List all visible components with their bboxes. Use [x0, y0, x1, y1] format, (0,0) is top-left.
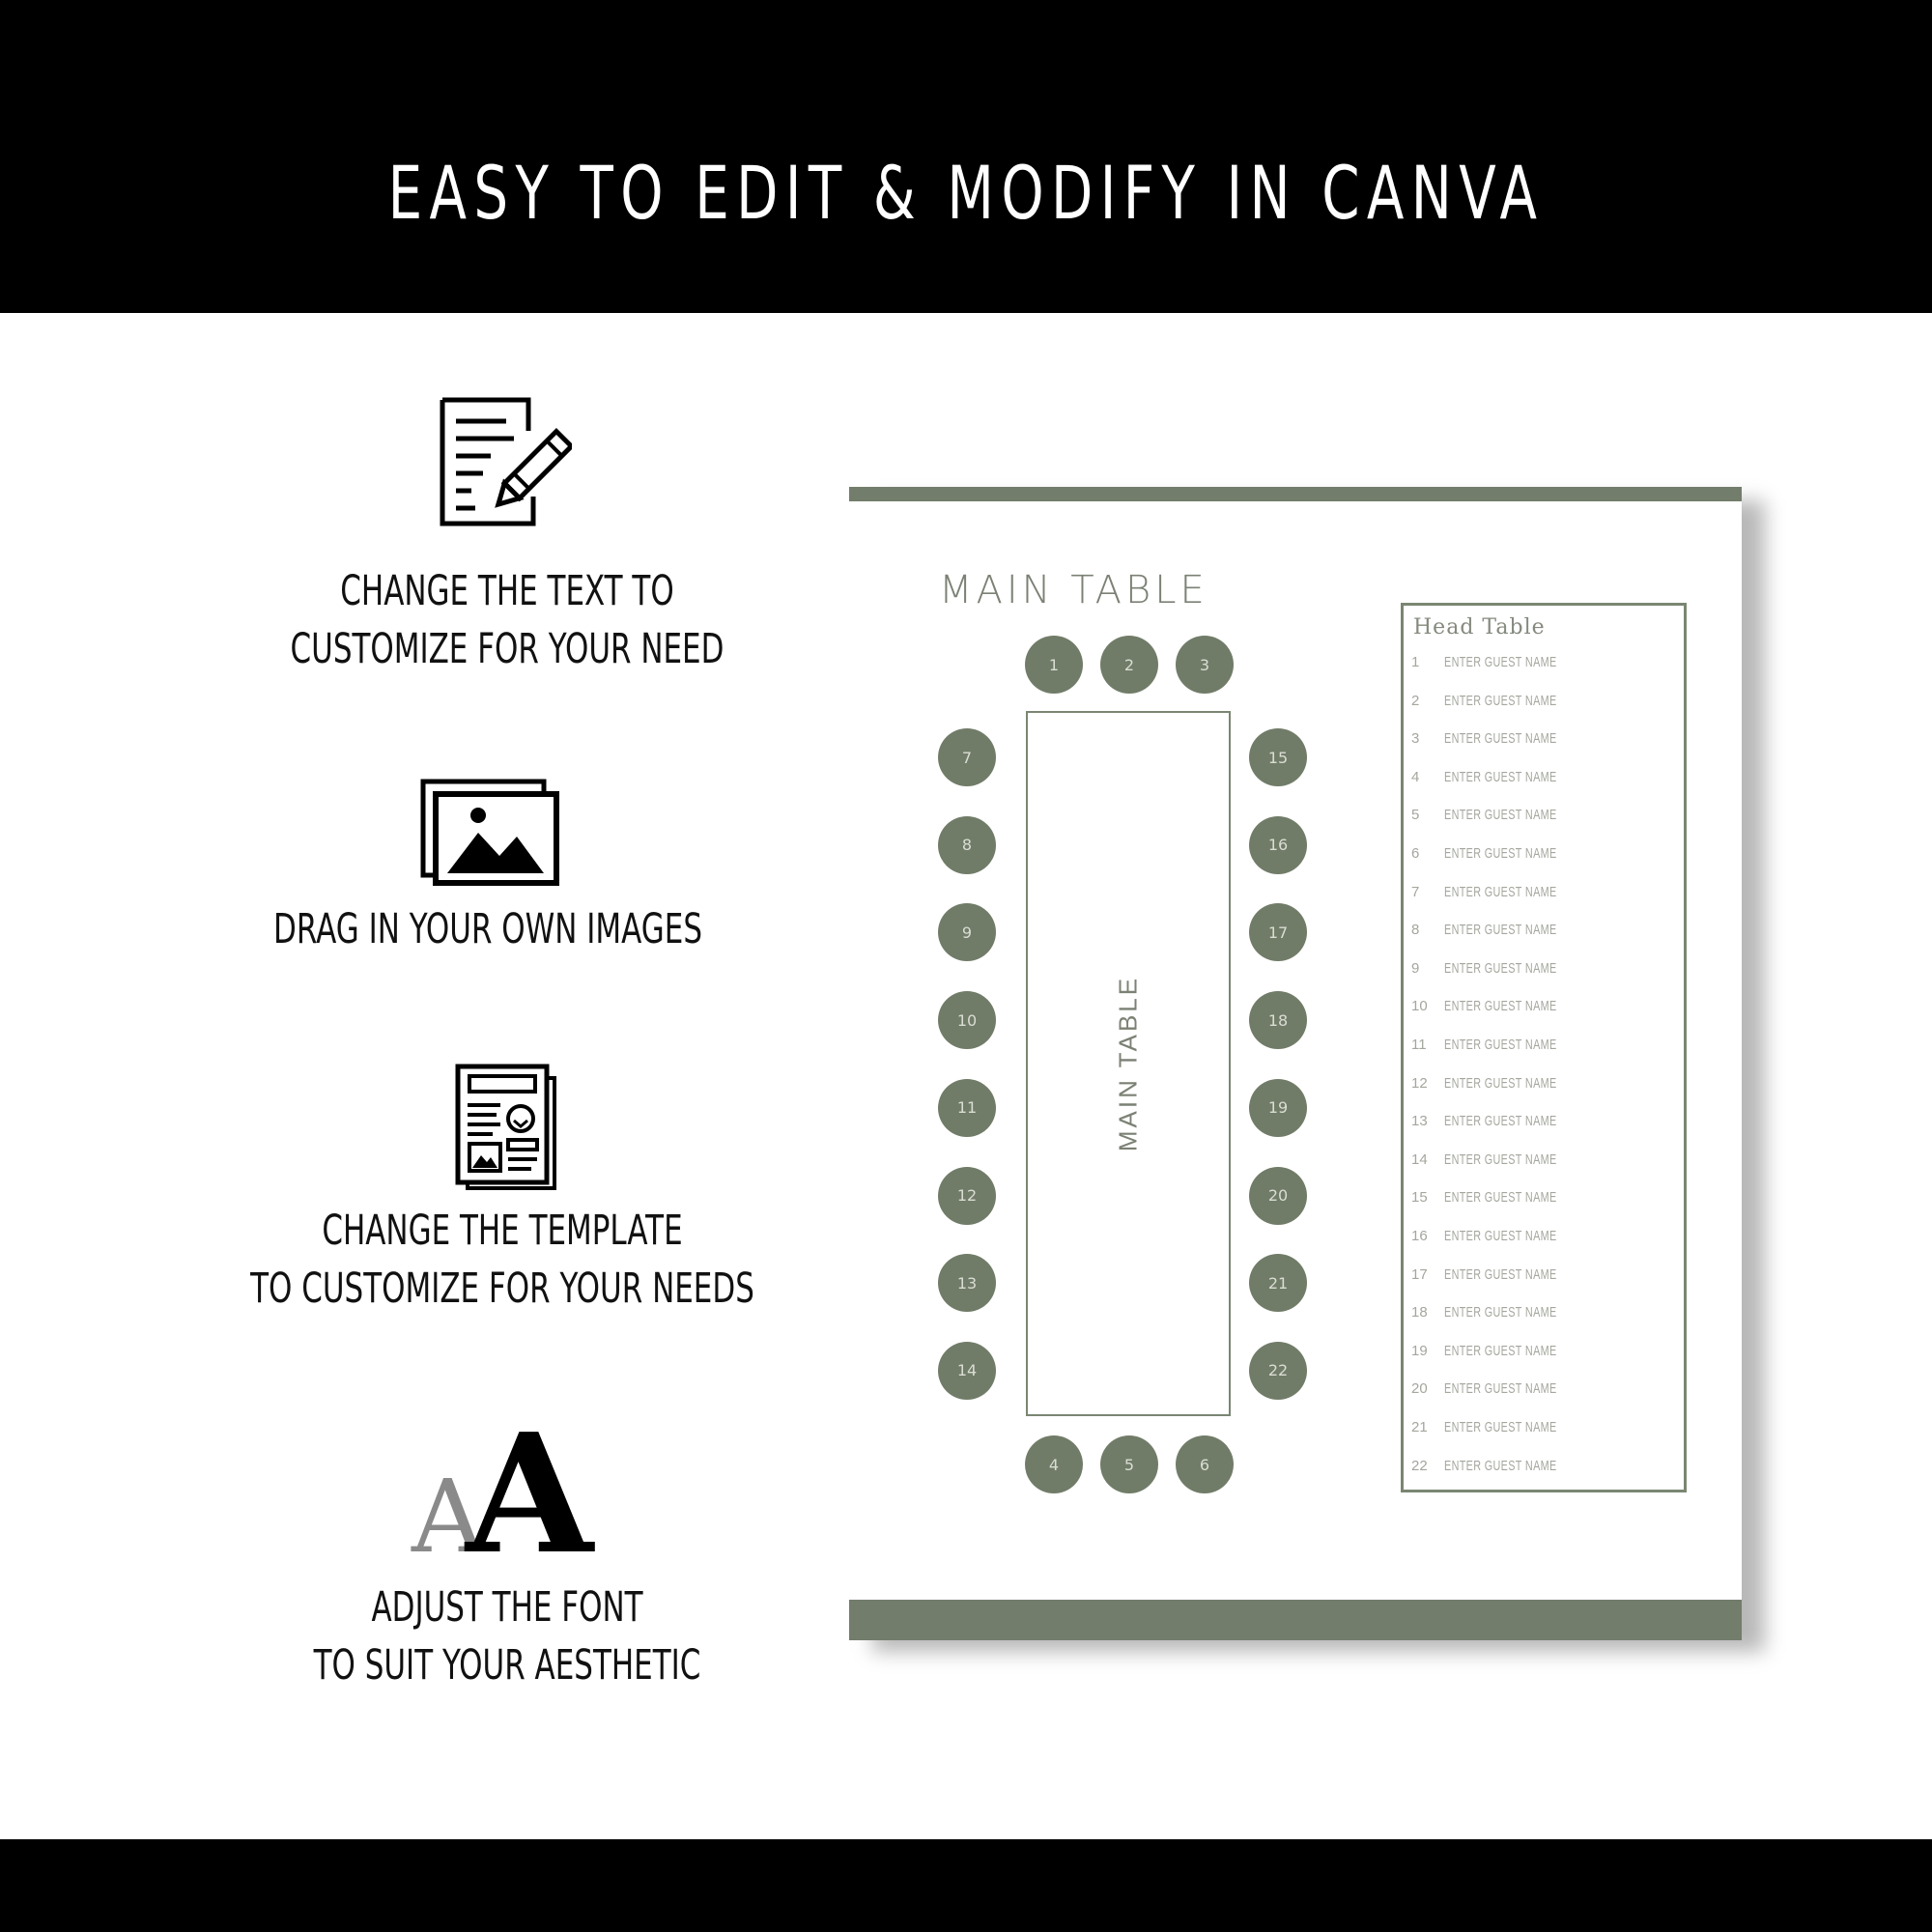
edit-document-icon [437, 396, 572, 527]
seat[interactable]: 2 [1100, 636, 1158, 694]
guest-row[interactable] [1411, 1298, 1672, 1327]
guest-name-field[interactable]: ENTER GUEST NAME [1444, 807, 1557, 824]
seat[interactable]: 13 [938, 1254, 996, 1312]
seat[interactable]: 9 [938, 903, 996, 961]
seat[interactable]: 12 [938, 1167, 996, 1225]
main-table-rectangle[interactable] [1026, 711, 1231, 1416]
guest-row[interactable] [1411, 1413, 1672, 1442]
head-table-list[interactable] [1401, 603, 1687, 1492]
guest-row[interactable] [1411, 763, 1672, 792]
guest-name-field[interactable]: ENTER GUEST NAME [1444, 768, 1557, 785]
seat[interactable]: 1 [1025, 636, 1083, 694]
guest-number: 10 [1411, 998, 1428, 1015]
guest-number: 11 [1411, 1037, 1427, 1053]
svg-text:A: A [412, 1458, 485, 1555]
guest-number: 15 [1411, 1189, 1428, 1207]
seat[interactable]: 16 [1249, 816, 1307, 874]
guest-number: 2 [1411, 692, 1420, 709]
guest-name-field[interactable]: ENTER GUEST NAME [1444, 692, 1557, 709]
guest-name-field[interactable]: ENTER GUEST NAME [1444, 845, 1557, 862]
guest-number: 4 [1411, 768, 1420, 785]
guest-row[interactable] [1411, 878, 1672, 907]
guest-row[interactable] [1411, 1337, 1672, 1366]
guest-number: 9 [1411, 959, 1420, 977]
guest-name-field[interactable]: ENTER GUEST NAME [1444, 1189, 1557, 1207]
guest-number: 5 [1411, 807, 1420, 824]
main-table-label[interactable]: MAIN TABLE [1113, 975, 1143, 1152]
seat[interactable]: 21 [1249, 1254, 1307, 1312]
seat[interactable]: 22 [1249, 1342, 1307, 1400]
guest-number: 7 [1411, 883, 1420, 900]
guest-row[interactable] [1411, 687, 1672, 716]
guest-name-field[interactable]: ENTER GUEST NAME [1444, 1113, 1557, 1130]
guest-name-field[interactable]: ENTER GUEST NAME [1444, 1265, 1557, 1283]
guest-name-field[interactable]: ENTER GUEST NAME [1444, 998, 1557, 1015]
guest-row[interactable] [1411, 1107, 1672, 1136]
guest-row[interactable] [1411, 1222, 1672, 1251]
images-icon [420, 779, 561, 887]
guest-name-field[interactable]: ENTER GUEST NAME [1444, 1342, 1557, 1359]
guest-row[interactable] [1411, 1146, 1672, 1175]
seat[interactable]: 7 [938, 728, 996, 786]
guest-number: 16 [1411, 1228, 1428, 1244]
guest-row[interactable] [1411, 1183, 1672, 1212]
guest-name-field[interactable]: ENTER GUEST NAME [1444, 1304, 1557, 1321]
seat[interactable]: 11 [938, 1079, 996, 1137]
card-bottom-band [849, 1600, 1742, 1640]
plan-title[interactable]: MAIN TABLE [939, 568, 1208, 612]
guest-name-field[interactable]: ENTER GUEST NAME [1444, 959, 1557, 977]
guest-name-field[interactable]: ENTER GUEST NAME [1444, 654, 1557, 670]
guest-number: 20 [1411, 1380, 1428, 1398]
page-title: EASY TO EDIT & MODIFY IN CANVA [387, 150, 1545, 236]
guest-row[interactable] [1411, 1375, 1672, 1404]
seat[interactable]: 17 [1249, 903, 1307, 961]
guest-name-field[interactable]: ENTER GUEST NAME [1444, 1074, 1557, 1092]
seat[interactable]: 20 [1249, 1167, 1307, 1225]
seat[interactable]: 3 [1176, 636, 1234, 694]
head-table-title[interactable]: Head Table [1413, 615, 1546, 639]
seat[interactable]: 10 [938, 991, 996, 1049]
header-bar [0, 0, 1932, 313]
guest-name-field[interactable]: ENTER GUEST NAME [1444, 1380, 1557, 1398]
seat[interactable]: 5 [1100, 1435, 1158, 1493]
guest-number: 1 [1411, 654, 1420, 670]
card-top-band [849, 487, 1742, 501]
guest-number: 8 [1411, 922, 1420, 939]
guest-name-field[interactable]: ENTER GUEST NAME [1444, 1037, 1557, 1053]
guest-number: 17 [1411, 1265, 1428, 1283]
font-aa-icon [408, 1416, 612, 1555]
guest-name-field[interactable]: ENTER GUEST NAME [1444, 1228, 1557, 1244]
guest-row[interactable] [1411, 839, 1672, 868]
guest-name-field[interactable]: ENTER GUEST NAME [1444, 922, 1557, 939]
guest-row[interactable] [1411, 954, 1672, 983]
footer-bar [0, 1839, 1932, 1932]
feature-text-font: ADJUST THE FONT TO SUIT YOUR AESTHETIC [313, 1583, 701, 1690]
guest-number: 6 [1411, 845, 1420, 862]
guest-row[interactable] [1411, 648, 1672, 677]
guest-name-field[interactable]: ENTER GUEST NAME [1444, 1419, 1557, 1435]
guest-number: 12 [1411, 1074, 1428, 1092]
seat[interactable]: 18 [1249, 991, 1307, 1049]
seat[interactable]: 4 [1025, 1435, 1083, 1493]
template-document-icon [454, 1063, 556, 1192]
guest-number: 3 [1411, 730, 1420, 748]
svg-text:A: A [466, 1416, 593, 1555]
guest-row[interactable] [1411, 1069, 1672, 1098]
seat[interactable]: 8 [938, 816, 996, 874]
guest-number: 18 [1411, 1304, 1428, 1321]
guest-name-field[interactable]: ENTER GUEST NAME [1444, 730, 1557, 748]
feature-text-edit: CHANGE THE TEXT TO CUSTOMIZE FOR YOUR NEED [290, 567, 724, 673]
guest-number: 22 [1411, 1457, 1428, 1474]
guest-number: 14 [1411, 1151, 1428, 1168]
seat[interactable]: 19 [1249, 1079, 1307, 1137]
seating-chart-template[interactable] [849, 487, 1742, 1640]
seat[interactable]: 15 [1249, 728, 1307, 786]
seat[interactable]: 14 [938, 1342, 996, 1400]
guest-row[interactable] [1411, 724, 1672, 753]
guest-row[interactable] [1411, 1452, 1672, 1481]
feature-text-images: DRAG IN YOUR OWN IMAGES [273, 905, 702, 953]
guest-name-field[interactable]: ENTER GUEST NAME [1444, 1457, 1557, 1474]
feature-text-template: CHANGE THE TEMPLATE TO CUSTOMIZE FOR YOUR NEEDS [250, 1207, 754, 1313]
seat[interactable]: 6 [1176, 1435, 1234, 1493]
guest-number: 13 [1411, 1113, 1428, 1130]
guest-name-field[interactable]: ENTER GUEST NAME [1444, 883, 1557, 900]
guest-name-field[interactable]: ENTER GUEST NAME [1444, 1151, 1557, 1168]
guest-number: 19 [1411, 1342, 1428, 1359]
guest-row[interactable] [1411, 992, 1672, 1021]
guest-row[interactable] [1411, 916, 1672, 945]
guest-row[interactable] [1411, 1031, 1672, 1060]
guest-row[interactable] [1411, 801, 1672, 830]
guest-row[interactable] [1411, 1261, 1672, 1290]
guest-number: 21 [1411, 1419, 1428, 1435]
